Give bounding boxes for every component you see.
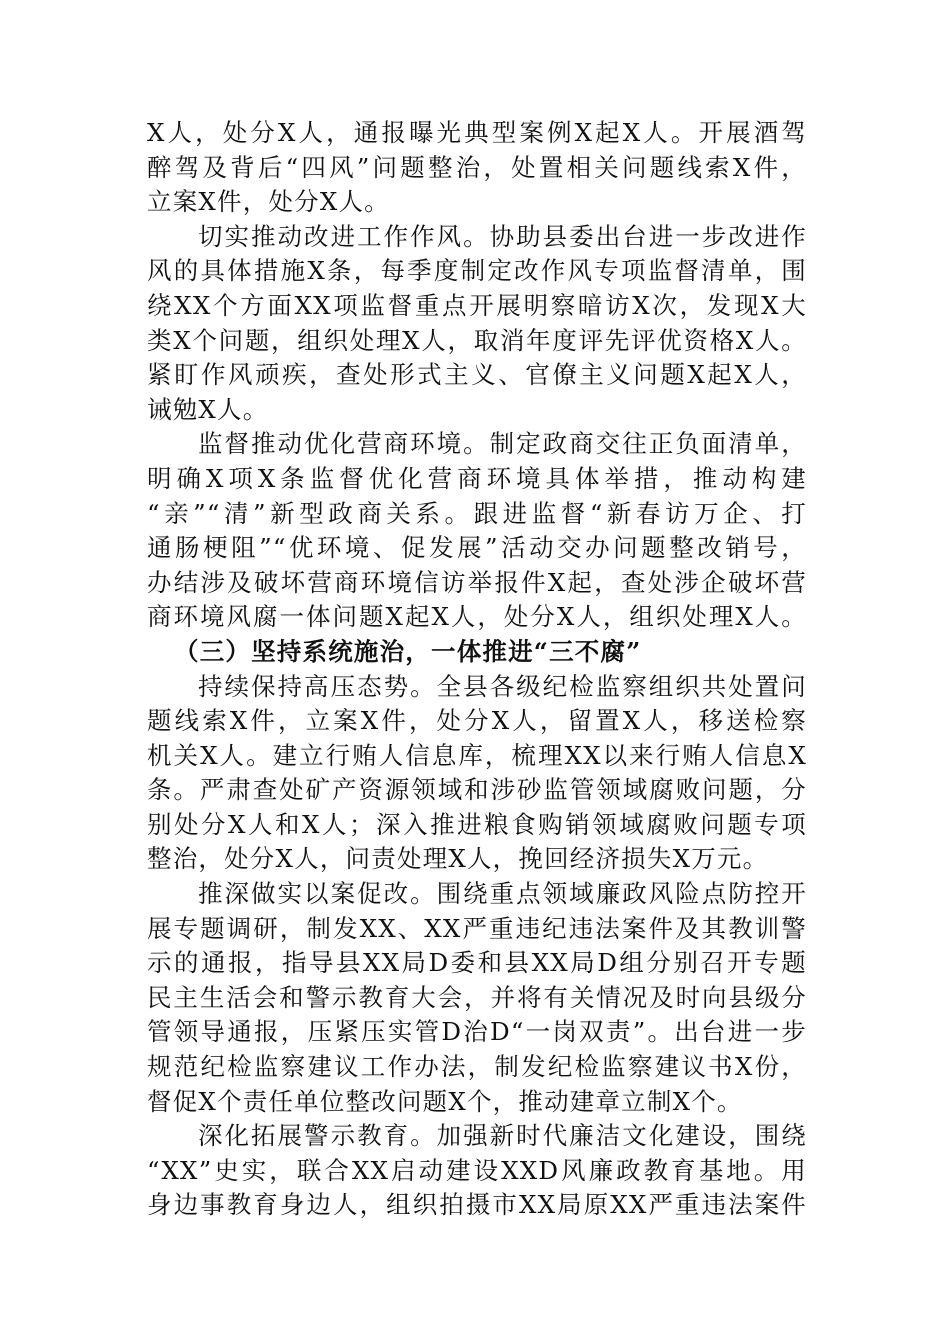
text-line: “XX”史实，联合XX启动建设XXD风廉政教育基地。用: [147, 1155, 807, 1185]
text-line: 诫勉X人。: [147, 394, 269, 424]
document-body: [147, 116, 807, 1223]
text-line: “亲”“清”新型政商关系。跟进监督“新春访万企、打: [147, 498, 807, 528]
text-line: 身边事教育身边人，组织拍摄市XX局原XX严重违法案件: [147, 1190, 807, 1220]
text-line: 规范纪检监察建议工作办法，制发纪检监察建议书X份，: [147, 1052, 807, 1082]
text-line: 醉驾及背后“四风”问题整治，处置相关问题线索X件，: [147, 152, 807, 182]
text-line: 通肠梗阻”“优环境、促发展”活动交办问题整改销号，: [147, 533, 807, 563]
text-line: 管领导通报，压紧压实管D治D“一岗双责”。出台进一步: [147, 1017, 807, 1047]
text-line: 办结涉及破坏营商环境信访举报件X起，查处涉企破坏营: [147, 567, 807, 597]
text-line: 题线索X件，立案X件，处分X人，留置X人，移送检察: [147, 706, 807, 736]
text-line: 展专题调研，制发XX、XX严重违纪违法案件及其教训警: [147, 913, 807, 943]
text-line: 监督推动优化营商环境。制定政商交往正负面清单，: [198, 429, 807, 459]
text-line: 持续保持高压态势。全县各级纪检监察组织共处置问: [198, 671, 807, 701]
text-line: 机关X人。建立行贿人信息库，梳理XX以来行贿人信息X: [147, 740, 807, 770]
text-line: X人，处分X人，通报曝光典型案例X起X人。开展酒驾: [147, 118, 807, 147]
text-line: 立案X件，处分X人。: [147, 187, 390, 217]
text-line: 整治，处分X人，问责处理X人，挽回经济损失X万元。: [147, 844, 769, 874]
text-line: 紧盯作风顽疾，查处形式主义、官僚主义问题X起X人，: [147, 360, 807, 390]
text-line: 条。严肃查处矿产资源领域和涉砂监管领域腐败问题，分: [147, 775, 807, 805]
text-line: 明确X项X条监督优化营商环境具体举措，推动构建: [147, 463, 807, 493]
text-line: 示的通报，指导县XX局D委和县XX局D组分别召开专题: [147, 948, 807, 978]
text-line: 深化拓展警示教育。加强新时代廉洁文化建设，围绕: [198, 1121, 807, 1151]
text-line: 类X个问题，组织处理X人，取消年度评先评优资格X人。: [147, 325, 807, 355]
text-line: 切实推动改进工作作风。协助县委出台进一步改进作: [198, 221, 807, 251]
text-line: 督促X个责任单位整改问题X个，推动建章立制X个。: [147, 1086, 743, 1116]
text-line: 别处分X人和X人；深入推进粮食购销领域腐败问题专项: [147, 809, 807, 839]
text-line: 绕XX个方面XX项监督重点开展明察暗访X次，发现X大: [147, 290, 807, 320]
text-line: 商环境风腐一体问题X起X人，处分X人，组织处理X人。: [147, 602, 807, 632]
text-line: 民主生活会和警示教育大会，并将有关情况及时向县级分: [147, 982, 807, 1012]
text-line: 风的具体措施X条，每季度制定改作风专项监督清单，围: [147, 256, 807, 286]
text-line: 推深做实以案促改。围绕重点领域廉政风险点防控开: [198, 879, 807, 909]
section-heading: （三）坚持系统施治，一体推进“三不腐”: [174, 636, 642, 666]
